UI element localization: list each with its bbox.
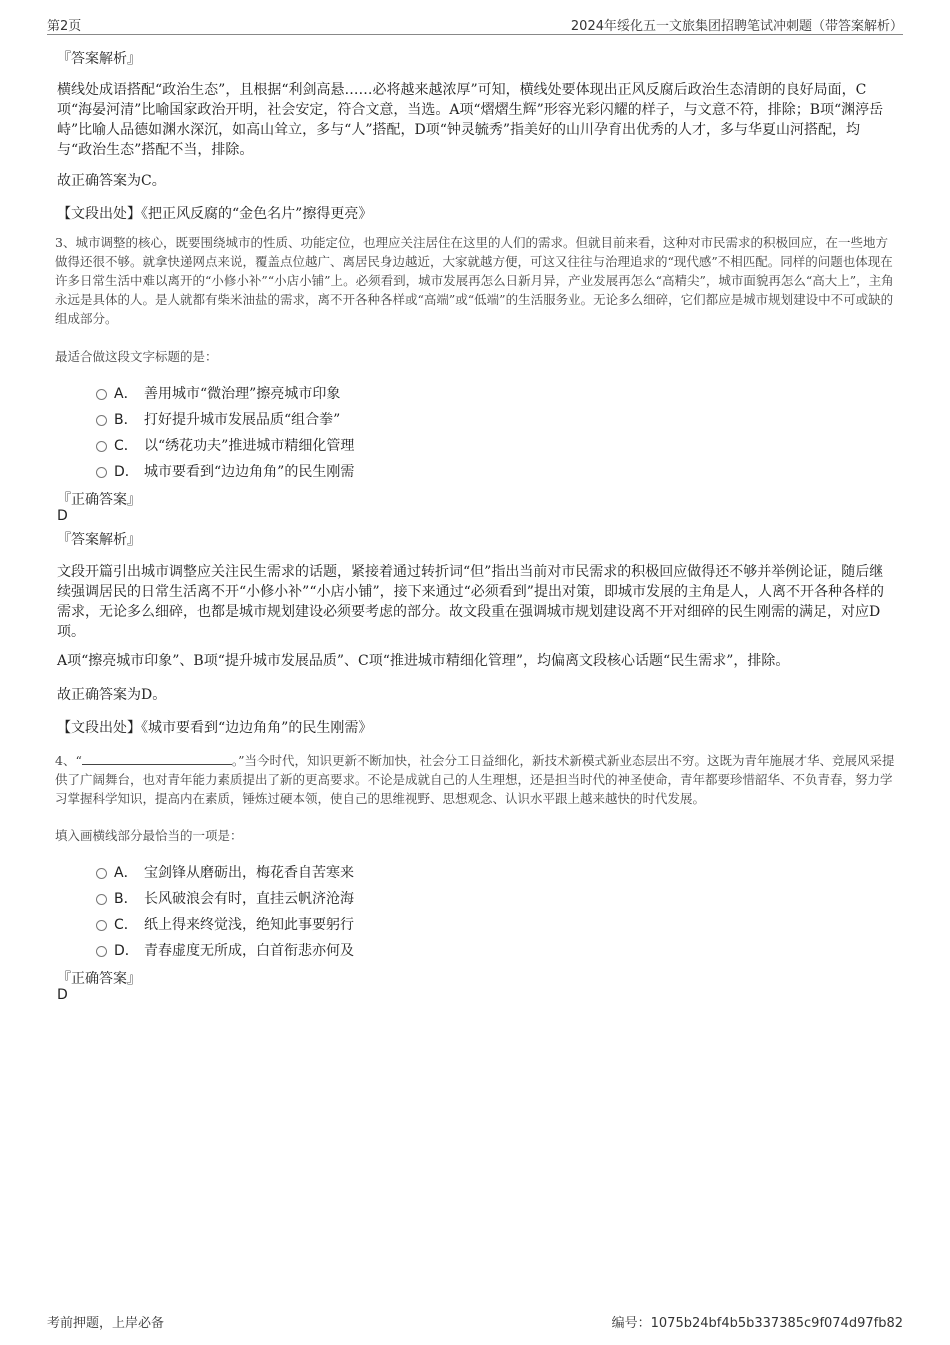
q3-exclude-text: A项“擦亮城市印象”、B项“提升城市发展品质”、C项“推进城市精细化管理”，均偏离文段核心话题“民生需求”，排除。: [57, 653, 790, 669]
q4-prefix: 4、“: [55, 753, 82, 768]
q3-conclusion: 故正确答案为D。: [57, 687, 167, 703]
q3-question: 最适合做这段文字标题的是：: [55, 349, 218, 364]
q3-analysis-text: 文段开篇引出城市调整应关注民生需求的话题，紧接着通过转折词“但”指出当前对市民需求的积极回应做得还不够并举例论证，随后继续强调居民的日常生活离不开“小修小补”“小店小铺”，接下来通过“必须看到”提出对策，即城市发展的主角是人，人离不开各种各样的需求，无论多么细碎，也都是城市规划建设必须要考虑的部分。故文段重在强调城市规划建设离不开对细碎的民生刚需的满足，对应D项。: [57, 564, 884, 640]
document-title: 2024年绥化五一文旅集团招聘笔试冲刺题（带答案解析）: [570, 19, 903, 34]
q4-question: 填入画横线部分最恰当的一项是：: [55, 828, 243, 843]
q3-correct-label: 『正确答案』: [57, 492, 141, 508]
q2-source: 【文段出处】《把正风反腐的“金色名片”擦得更亮》: [57, 206, 373, 222]
q2-conclusion: 故正确答案为C。: [57, 173, 166, 189]
radio-icon[interactable]: [96, 467, 107, 478]
radio-icon[interactable]: [96, 946, 107, 957]
q3-analysis-label: 『答案解析』: [57, 532, 141, 548]
q4-correct-answer: D: [57, 987, 68, 1003]
q4-passage: 。”当今时代，知识更新不断加快，社会分工日益细化，新技术新模式新业态层出不穷。这既为青年施展才华、竞展风采提供了广阔舞台，也对青年能力素质提出了新的更高要求。不论是成就自己的人生理想，还是担当时代的神圣使命，青年都要珍惜韶华、不负青春，努力学习掌握科学知识，提高内在素质，锤炼过硬本领，使自己的思维视野、思想观念、认识水平跟上越来越快的时代发展。: [55, 753, 895, 806]
q4-passage-block: [55, 751, 895, 808]
page-header: [47, 14, 903, 35]
q3-correct-answer: D: [57, 508, 68, 524]
q2-analysis-label: 『答案解析』: [57, 51, 141, 67]
q3-source: 【文段出处】《城市要看到“边边角角”的民生刚需》: [57, 720, 373, 736]
footer-serial: 编号：1075b24bf4b5b337385c9f074d97fb82: [611, 1316, 903, 1331]
q2-analysis-text: 横线处成语搭配“政治生态”，且根据“利剑高悬……必将越来越浓厚”可知，横线处要体现出正风反腐后政治生态清朗的良好局面，C项“海晏河清”比喻国家政治开明，社会安定，符合文意，当选。A项“熠熠生辉”形容光彩闪耀的样子，与文意不符，排除；B项“渊渟岳峙”比喻人品德如渊水深沉，如高山耸立，多与“人”搭配，D项“钟灵毓秀”指美好的山川孕育出优秀的人才，多与华夏山河搭配，均与“政治生态”搭配不当，排除。: [57, 82, 884, 158]
radio-icon[interactable]: [96, 389, 107, 400]
radio-icon[interactable]: [96, 415, 107, 426]
page-number: 第2页: [47, 19, 82, 34]
radio-icon[interactable]: [96, 868, 107, 879]
radio-icon[interactable]: [96, 894, 107, 905]
footer-slogan: 考前押题，上岸必备: [47, 1316, 165, 1331]
page-footer: [47, 1312, 903, 1332]
radio-icon[interactable]: [96, 920, 107, 931]
q4-correct-label: 『正确答案』: [57, 971, 141, 987]
q3-passage: 3、城市调整的核心，既要围绕城市的性质、功能定位，也理应关注居住在这里的人们的需求。但就目前来看，这种对市民需求的积极回应，在一些地方做得还很不够。就拿快递网点来说，覆盖点位越广、离居民身边越近，大家就越方便，可这又往往与治理追求的“现代感”不相匹配。同样的问题也体现在许多日常生活中难以离开的“小修小补”“小店小铺”上。必须看到，城市发展再怎么日新月异，产业发展再怎么“高精尖”，城市面貌再怎么“高大上”，主角永远是具体的人。是人就都有柴米油盐的需求，离不开各种各样或“高端”或“低端”的生活服务业。无论多么细碎，它们都应是城市规划建设中不可或缺的组成部分。: [55, 235, 894, 326]
radio-icon[interactable]: [96, 441, 107, 452]
q4-blank-line: [82, 752, 232, 765]
